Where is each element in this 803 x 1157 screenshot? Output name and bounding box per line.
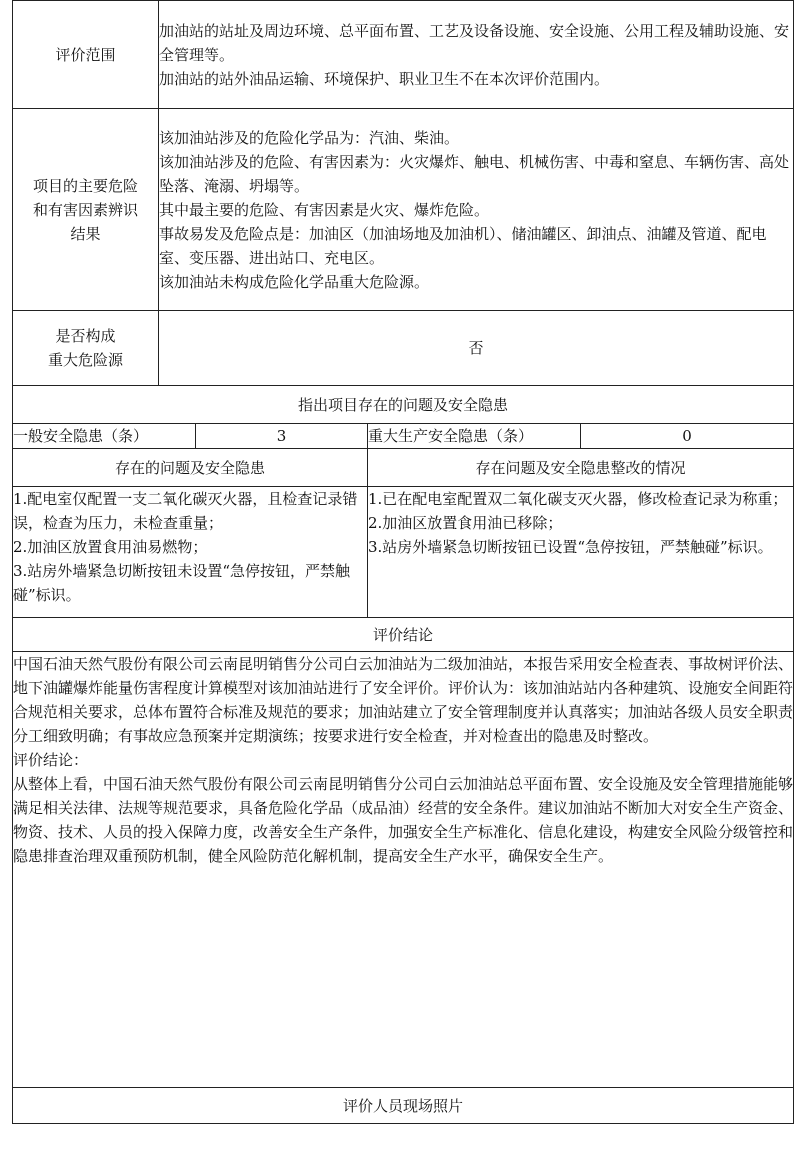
counts-row (13, 424, 794, 449)
conclusion-header: 评价结论 (13, 618, 794, 652)
conclusion-body (13, 652, 794, 1088)
rectification-item: 1.已在配电室配置双二氧化碳支灭火器，修改检查记录为称重； (368, 490, 788, 508)
major-hazard-label (13, 311, 159, 386)
major-hazard-count-label: 重大生产安全隐患（条） (368, 424, 581, 449)
issues-left-header: 存在的问题及安全隐患 (13, 449, 368, 487)
issue-item: 1.配电室仅配置一支二氧化碳灭火器，且检查记录错误，检查为压力，未检查重量； (13, 490, 358, 532)
conclusion-sub-label: 评价结论： (13, 751, 89, 769)
scope-row (13, 1, 794, 109)
major-hazard-value: 否 (159, 311, 794, 386)
issues-right-list (368, 487, 794, 618)
scope-label: 评价范围 (13, 1, 159, 109)
conclusion-header-row (13, 618, 794, 652)
issues-items-row (13, 487, 794, 618)
evaluation-table (12, 0, 794, 1124)
hazards-line: 该加油站未构成危险化学品重大危险源。 (159, 272, 430, 291)
conclusion-paragraph: 从整体上看，中国石油天然气股份有限公司云南昆明销售分公司白云加油站总平面布置、安全设施及安全管理措施能够满足相关法律、法规等规范要求，具备危险化学品（成品油）经营的安全条件。建议加油站不断加大对安全生产资金、物资、技术、人员的投入保障力度，改善安全生产条件，加强安全生产标准化、信息化建设，构建安全风险分级管控和隐患排查治理双重预防机制，健全风险防范化解机制，提高安全生产水平，确保安全生产。 (13, 775, 794, 865)
scope-line: 加油站的站址及周边环境、总平面布置、工艺及设备设施、安全设施、公用工程及辅助设施、安全管理等。 (159, 21, 790, 64)
evaluation-sheet (12, 0, 793, 1124)
conclusion-paragraph: 中国石油天然气股份有限公司云南昆明销售分公司白云加油站为二级加油站，本报告采用安全检查表、事故树评价法、地下油罐爆炸能量伤害程度计算模型对该加油站进行了安全评价。评价认为：该加油站站内各种建筑、设施安全间距符合规范相关要求，总体布置符合标准及规范的要求；加油站建立了安全管理制度并认真落实；加油站各级人员安全职责分工细致明确；有事故应急预案并定期演练；按要求进行安全检查，并对检查出的隐患及时整改。 (13, 655, 794, 745)
issues-header-row (13, 386, 794, 424)
scope-content (159, 1, 794, 109)
photos-header-row (13, 1088, 794, 1124)
issue-item: 3.站房外墙紧急切断按钮未设置“急停按钮，严禁触碰”标识。 (13, 562, 350, 604)
major-hazard-count: 0 (581, 424, 794, 449)
major-hazard-label-line: 重大危险源 (47, 351, 123, 369)
hazards-line: 该加油站涉及的危险、有害因素为：火灾爆炸、触电、机械伤害、中毒和窒息、车辆伤害、高处坠落、淹溺、坍塌等。 (159, 152, 790, 195)
hazards-line: 其中最主要的危险、有害因素是火灾、爆炸危险。 (159, 200, 490, 219)
hazards-row (13, 109, 794, 311)
hazards-label-line: 和有害因素辨识 (32, 200, 138, 219)
hazards-label (13, 109, 159, 311)
general-hazard-count: 3 (196, 424, 368, 449)
major-hazard-row (13, 311, 794, 386)
general-hazard-label: 一般安全隐患（条） (13, 424, 196, 449)
major-hazard-label-line: 是否构成 (55, 327, 116, 345)
hazards-content (159, 109, 794, 311)
issues-header: 指出项目存在的问题及安全隐患 (13, 386, 794, 424)
photos-header: 评价人员现场照片 (13, 1088, 794, 1124)
issues-left-list (13, 487, 368, 618)
rectification-item: 2.加油区放置食用油已移除； (368, 514, 563, 532)
hazards-label-line: 结果 (70, 224, 101, 243)
conclusion-body-row (13, 652, 794, 1088)
issues-columns-row (13, 449, 794, 487)
issues-right-header: 存在问题及安全隐患整改的情况 (368, 449, 794, 487)
scope-line: 加油站的站外油品运输、环境保护、职业卫生不在本次评价范围内。 (159, 69, 610, 88)
issue-item: 2.加油区放置食用油易燃物； (13, 538, 208, 556)
rectification-item: 3.站房外墙紧急切断按钮已设置“急停按钮，严禁触碰”标识。 (368, 538, 773, 556)
hazards-line: 事故易发及危险点是：加油区（加油场地及加油机）、储油罐区、卸油点、油罐及管道、配电室、变压器、进出站口、充电区。 (159, 224, 767, 267)
hazards-label-line: 项目的主要危险 (32, 176, 138, 195)
hazards-line: 该加油站涉及的危险化学品为：汽油、柴油。 (159, 128, 460, 147)
